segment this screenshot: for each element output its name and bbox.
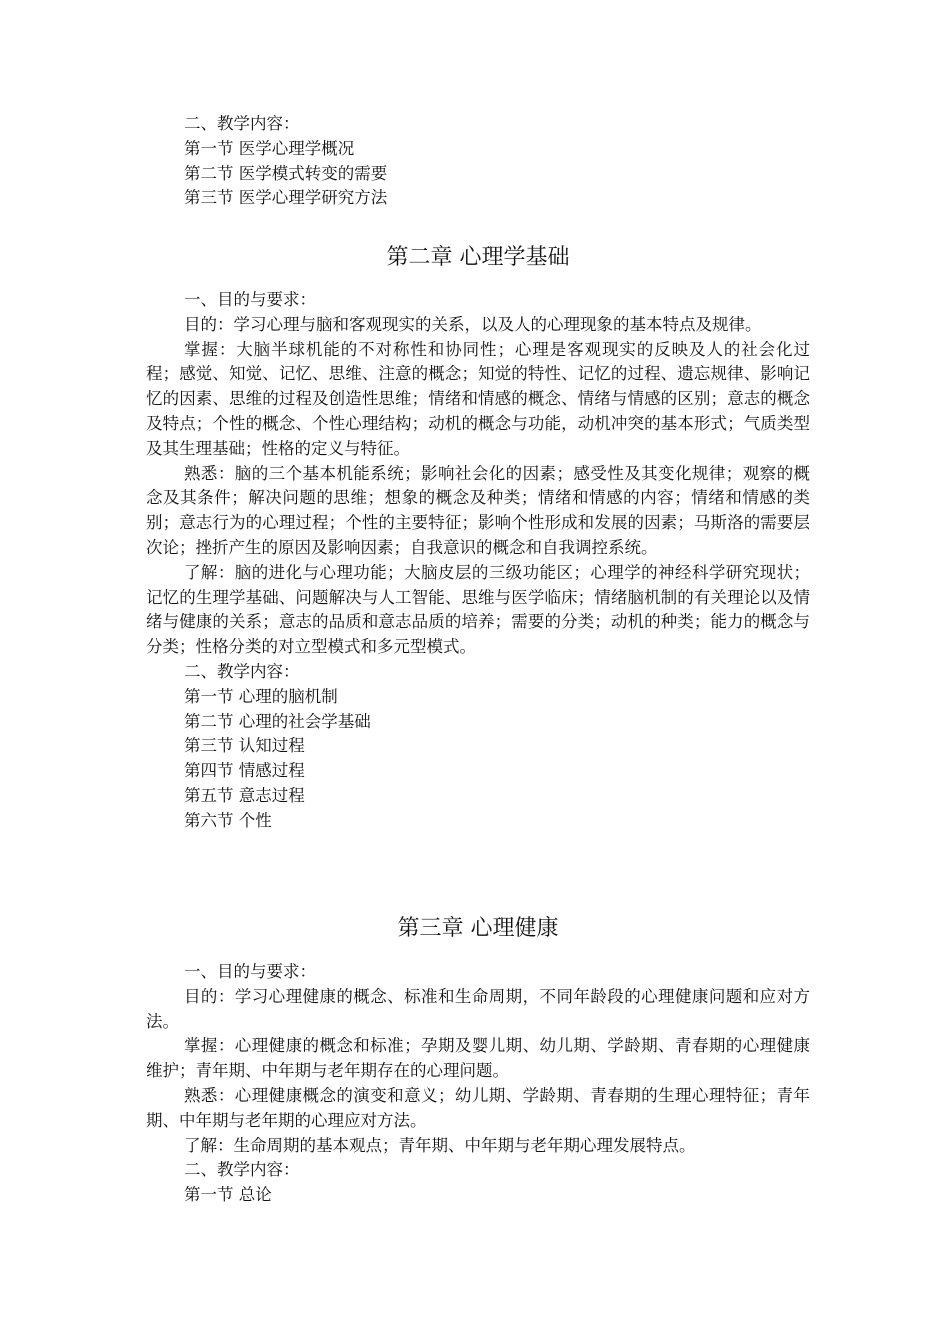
chapter1-content-block: [146, 112, 810, 211]
chapter3-section-1: 第一节 总论: [184, 1185, 272, 1205]
chapter3-familiar: 熟悉：心理健康概念的演变和意义；幼儿期、学龄期、青春期的生理心理特征；青年期、中年期与老年期的心理应对方法。: [146, 1085, 810, 1130]
chapter1-section-2: 第二节 医学模式转变的需要: [184, 163, 388, 183]
chapter2-content-heading: 二、教学内容：: [184, 661, 300, 681]
chapter3-master: 掌握：心理健康的概念和标准；孕期及婴儿期、幼儿期、学龄期、青春期的心理健康维护；青年期、中年期与老年期存在的心理问题。: [146, 1036, 810, 1081]
chapter2-understand: 了解：脑的进化与心理功能；大脑皮层的三级功能区；心理学的神经科学研究现状；记忆的生理学基础、问题解决与人工智能、思维与医学临床；情绪脑机制的有关理论以及情绪与健康的关系；意志的品质和意志品质的培养；需要的分类；动机的种类；能力的概念与分类；性格分类的对立型模式和多元型模式。: [146, 562, 810, 657]
chapter2-master: 掌握：大脑半球机能的不对称性和协同性；心理是客观现实的反映及人的社会化过程；感觉、知觉、记忆、思维、注意的概念；知觉的特性、记忆的过程、遗忘规律、影响记忆的因素、思维的过程及创造性思维；情绪和情感的概念、情绪与情感的区别；意志的概念及特点；个性的概念、个性心理结构；动机的概念与功能，动机冲突的基本形式；气质类型及其生理基础；性格的定义与特征。: [146, 339, 810, 458]
chapter3-content-heading: 二、教学内容：: [184, 1160, 300, 1180]
chapter2-purpose: 目的：学习心理与脑和客观现实的关系，以及人的心理现象的基本特点及规律。: [184, 314, 762, 334]
chapter2-section-3: 第三节 认知过程: [184, 736, 305, 756]
chapter1-section-1: 第一节 医学心理学概况: [184, 138, 355, 158]
chapter1-content-heading: 二、教学内容：: [184, 114, 300, 133]
chapter3-body: [146, 960, 810, 1208]
chapter2-body: [146, 288, 810, 834]
chapter2-familiar: 熟悉：脑的三个基本机能系统；影响社会化的因素；感受性及其变化规律；观察的概念及其条件；解决问题的思维；想象的概念及种类；情绪和情感的内容；情绪和情感的类别；意志行为的心理过程；个性的主要特征；影响个性形成和发展的因素；马斯洛的需要层次论；挫折产生的原因及影响因素；自我意识的概念和自我调控系统。: [146, 463, 810, 557]
chapter3-understand: 了解：生命周期的基本观点；青年期、中年期与老年期心理发展特点。: [184, 1135, 696, 1155]
chapter2-section-5: 第五节 意志过程: [184, 785, 305, 805]
chapter3-goals-heading: 一、目的与要求：: [184, 962, 316, 981]
chapter3-title: 第三章 心理健康: [397, 916, 559, 941]
chapter2-section-1: 第一节 心理的脑机制: [184, 686, 338, 706]
chapter2-goals-heading: 一、目的与要求：: [184, 290, 316, 309]
chapter2-section-2: 第二节 心理的社会学基础: [184, 711, 371, 731]
chapter3-purpose: 目的：学习心理健康的概念、标准和生命周期，不同年龄段的心理健康问题和应对方法。: [146, 986, 810, 1031]
chapter2-section-4: 第四节 情感过程: [184, 761, 305, 781]
chapter2-title: 第二章 心理学基础: [386, 245, 570, 270]
chapter1-section-3: 第三节 医学心理学研究方法: [184, 188, 388, 208]
chapter2-section-6: 第六节 个性: [184, 810, 272, 830]
